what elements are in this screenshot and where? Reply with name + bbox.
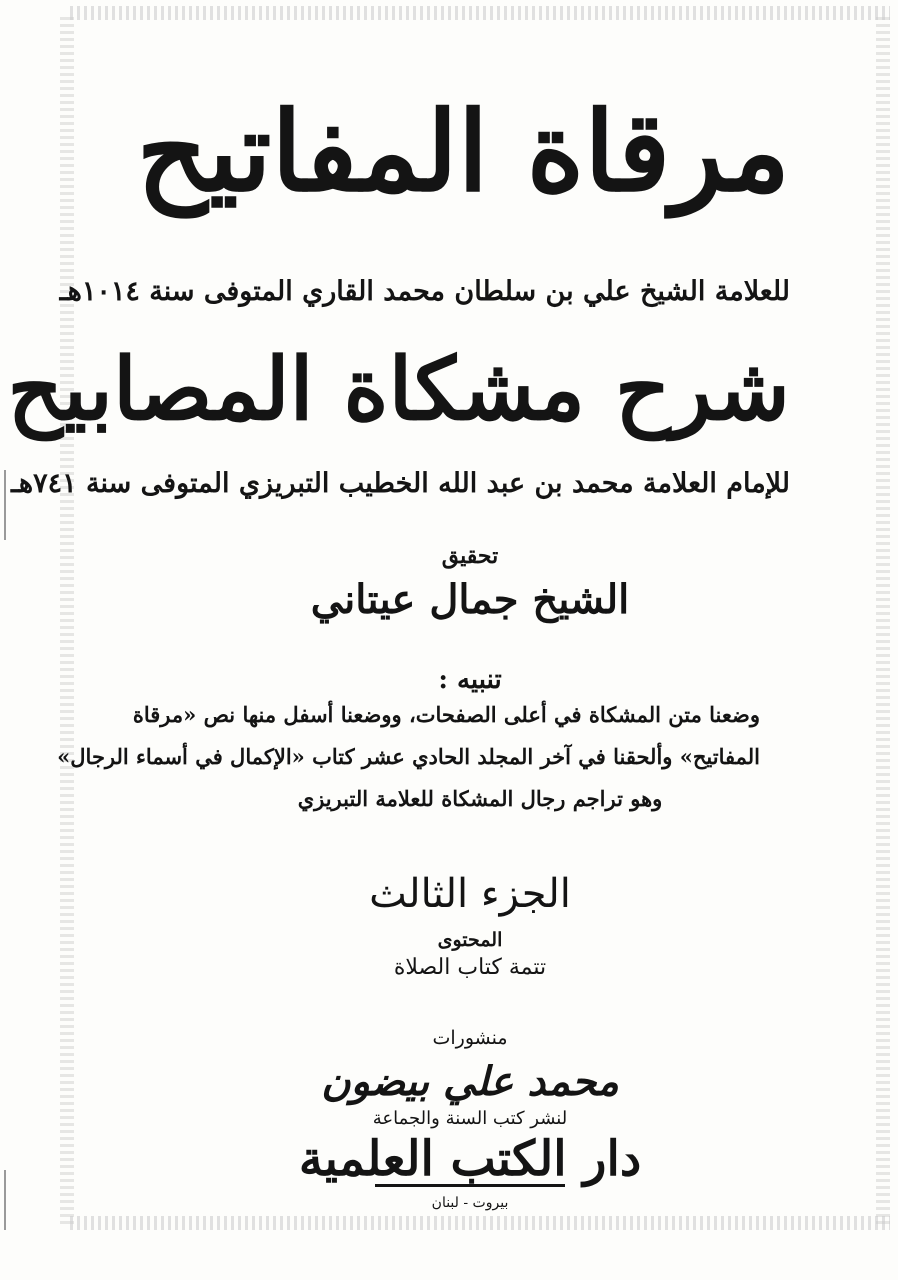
- publisher-name: محمد علي بيضون: [321, 1058, 619, 1105]
- publisher-subtitle: لنشر كتب السنة والجماعة: [372, 1108, 568, 1129]
- book-title: مرقاة المفاتيح: [136, 87, 790, 216]
- publisher-location: بيروت - لبنان: [431, 1195, 509, 1211]
- book-subtitle: شرح مشكاة المصابيح: [7, 339, 790, 440]
- decorative-border-bottom: [70, 1216, 890, 1230]
- notice-line: المفاتيح» وألحقنا في آخر المجلد الحادي عشر كتاب «الإكمال في أسماء الرجال»: [57, 744, 760, 769]
- editor-name: الشيخ جمال عيتاني: [310, 576, 630, 623]
- author-line: للعلامة الشيخ علي بن سلطان محمد القاري المتوفى سنة ١٠١٤هـ: [59, 276, 790, 307]
- editor-label: تحقيق: [441, 543, 499, 569]
- scan-edge-mark: [4, 470, 6, 540]
- decorative-border-top: [70, 6, 890, 20]
- notice-line: وهو تراجم رجال المشكاة للعلامة التبريزي: [297, 786, 663, 811]
- decorative-border-right: [876, 14, 890, 1224]
- publisher-house-name: دار الكتب العلمية: [298, 1131, 642, 1187]
- publisher-label: منشورات: [432, 1027, 508, 1049]
- volume-label: الجزء الثالث: [369, 871, 571, 917]
- decorative-border-left: [60, 14, 74, 1224]
- imam-line: للإمام العلامة محمد بن عبد الله الخطيب التبريزي المتوفى سنة ٧٤١هـ: [10, 468, 790, 499]
- scan-edge-mark: [4, 1170, 6, 1230]
- notice-label: تنبيه :: [438, 665, 502, 695]
- contents-label: المحتوى: [437, 929, 503, 951]
- publisher-house: [150, 1128, 790, 1187]
- contents-value: تتمة كتاب الصلاة: [393, 955, 547, 980]
- notice-line: وضعنا متن المشكاة في أعلى الصفحات، ووضعنا أسفل منها نص «مرقاة: [132, 702, 760, 727]
